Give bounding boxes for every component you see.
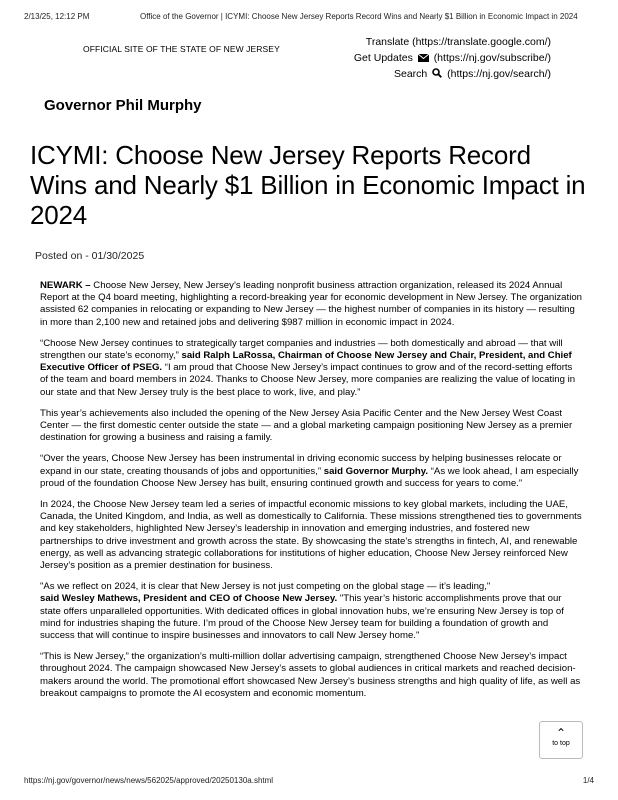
quote: "This year’s historic accomplishments prove that our state offers unparalleled opportunities. With dedicated offices in global innovation hubs, we’re ensuring New Jersey is top of mind for industries shaping the future. I’m proud of the Choose New Jersey team for building a foundation of growth and success that will continue to inspire businesses and innovators to call New Jersey home." (40, 593, 564, 642)
search-link[interactable] (354, 66, 551, 82)
translate-link[interactable]: Translate (https://translate.google.com/) (365, 36, 551, 48)
print-page-number: 1/4 (582, 776, 594, 785)
quote: “Choose New Jersey continues to strategically target companies and industries — both domestically and abroad — that will strengthen our state’s economy,” (40, 337, 563, 362)
paragraph-7: “This is New Jersey,” the organization’s multi-million dollar advertising campaign, strengthened Choose New Jersey’s impact throughout 2024. The campaign showcased New Jersey’s assets to global audiences in critical markets and reached decision-makers around the world. The promotional effort showcased New Jersey’s business strengths and high quality of life, as well as breakout campaigns to promote the AI ecosystem and economic momentum. (40, 651, 581, 699)
speaker-attribution: said Governor Murphy. (321, 465, 429, 477)
quote: “I am proud that Choose New Jersey’s impact continues to grow and of the record-setting efforts of the team and board members in 2024. Thanks to Choose New Jersey, more companies are realizing the value of locating in our state and that New Jersey truly is the best place to work, live, and play.” (40, 362, 576, 398)
print-page-title: Office of the Governor | ICYMI: Choose New Jersey Reports Record Wins and Nearly $1 Billion in Economic Impact in 2024 (140, 12, 578, 21)
get-updates-label: Get Updates (353, 52, 413, 64)
paragraph-6 (40, 581, 582, 642)
speaker-attribution: said Ralph LaRossa, Chairman of Choose New Jersey and Chair, President, and Chief Executive Officer of PSEG. (40, 350, 572, 374)
paragraph-2 (40, 338, 582, 399)
print-url: https://nj.gov/governor/news/news/562025/approved/20250130a.shtml (24, 776, 274, 785)
search-label: Search (393, 68, 428, 80)
article-body (40, 280, 582, 709)
quote: "As we reflect on 2024, it is clear that New Jersey is not just competing on the global stage — it’s leading," (40, 581, 491, 593)
back-to-top-button[interactable] (539, 721, 583, 759)
search-url: (https://nj.gov/search/) (447, 68, 551, 80)
get-updates-url: (https://nj.gov/subscribe/) (433, 52, 551, 64)
chevron-up-icon: ⌃ (555, 726, 567, 740)
paragraph-4 (40, 453, 582, 490)
paragraph-3: This year’s achievements also included the opening of the New Jersey Asia Pacific Center and the New Jersey West Coast Center — the first domestic center outside the state — and a global marketing campaign positioning New Jersey as a premier destination for growing a business and raising a family. (40, 407, 573, 444)
get-updates-link[interactable] (354, 50, 551, 66)
back-to-top-label: to top (552, 740, 570, 747)
utility-links (354, 34, 551, 82)
dateline: NEWARK – (40, 280, 91, 291)
speaker-attribution: said Wesley Mathews, President and CEO of Choose New Jersey. (40, 593, 338, 605)
print-date: 2/13/25, 12:12 PM (24, 12, 90, 21)
print-header (24, 12, 594, 24)
posted-date: Posted on - 01/30/2025 (35, 250, 145, 262)
quote: “Over the years, Choose New Jersey has been instrumental in driving economic success by helping businesses relocate or expand in our state, creating thousands of jobs and opportunities,” (40, 453, 562, 477)
page-title: ICYMI: Choose New Jersey Reports Record Wins and Nearly $1 Billion in Economic Impact in 2024 (30, 140, 586, 230)
quote: “As we look ahead, I am especially proud of the foundation Choose New Jersey has built, ensuring continued growth and success for years to come.” (40, 465, 579, 489)
paragraph-5: In 2024, the Choose New Jersey team led a series of impactful economic missions to key global markets, including the UAE, Canada, the United Kingdom, and India, as well as domestically to California. These missions strengthened ties to governments and key stakeholders, highlighted New Jersey’s leadership in innovation and emerging industries, and fostered new partnerships to drive investment and growth across the state. By showcasing the state’s strengths in fintech, AI, and renewable energy, as well as advancing strategic collaborations for institutions of higher education, Choose New Jersey reinforced New Jersey’s position as a premier destination for business. (40, 499, 582, 572)
search-icon (432, 68, 442, 78)
envelope-icon (418, 54, 429, 62)
governor-name[interactable]: Governor Phil Murphy (44, 97, 202, 114)
official-site-label: OFFICIAL SITE OF THE STATE OF NEW JERSEY (83, 44, 280, 54)
paragraph-1 (40, 280, 582, 329)
print-footer (24, 776, 594, 788)
paragraph-text: Choose New Jersey, New Jersey’s leading nonprofit business attraction organization, released its 2024 Annual Report at the Q4 board meeting, highlighting a record-breaking year for economic development in New Jersey. The organization assisted 62 companies in relocating or expanding to New Jersey — the highest number of companies in its history — resulting in more than 2,100 new and retained jobs and delivering $987 million in economic impact in 2024. (40, 280, 582, 328)
